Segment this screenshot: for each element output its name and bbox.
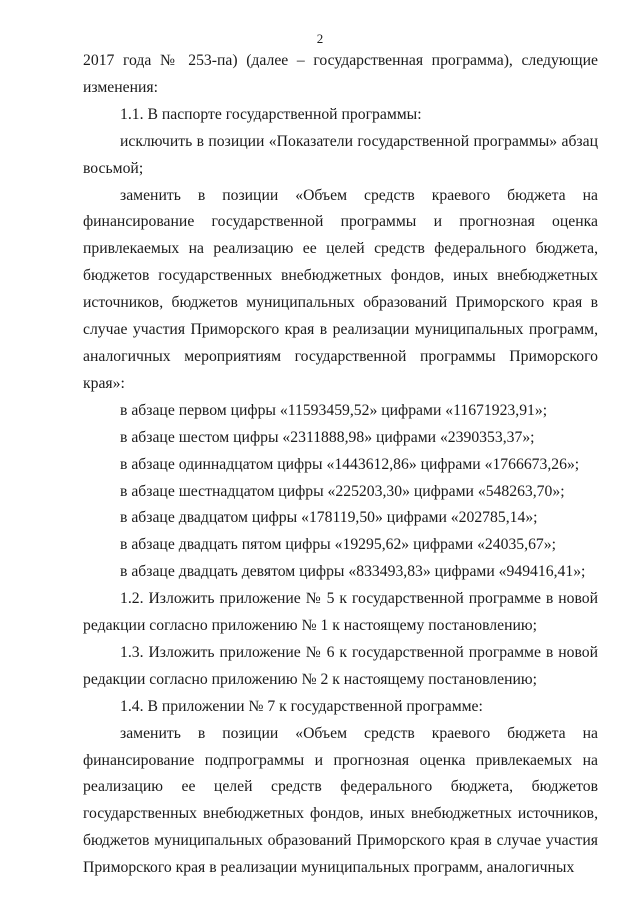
- paragraph-figure-change: в абзаце шестом цифры «2311888,98» цифрами «2390353,37»;: [120, 428, 535, 446]
- paragraph-replace-subprogram: заменить в позиции «Объем средств краевого бюджета на финансирование подпрограммы и прогнозная оценка привлекаемых на реализацию ее целей средств федерального бюджета, бюджетов государственных внебюджетных фондов, иных внебюджетных источников, бюджетов муниципальных образований Приморского края в случае участия Приморского края в реализации муниципальных программ, аналогичных: [83, 724, 598, 877]
- paragraph-figure-change: в абзаце первом цифры «11593459,52» цифрами «11671923,91»;: [120, 401, 548, 419]
- document-body: [83, 48, 598, 882]
- paragraph-item-1-1: 1.1. В паспорте государственной программы:: [120, 105, 422, 123]
- paragraph-continuation: 2017 года № 253-па) (далее – государственная программа), следующие изменения:: [83, 52, 598, 96]
- paragraph-exclude: исключить в позиции «Показатели государственной программы» абзац восьмой;: [83, 132, 598, 177]
- paragraph-figure-change: в абзаце двадцать пятом цифры «19295,62» цифрами «24035,67»;: [120, 536, 556, 554]
- page-number: 2: [316, 31, 324, 46]
- paragraph-item-1-3: 1.3. Изложить приложение № 6 к государственной программе в новой редакции согласно приложению № 2 к настоящему постановлению;: [83, 643, 598, 688]
- paragraph-figure-change: в абзаце шестнадцатом цифры «225203,30» цифрами «548263,70»;: [120, 482, 565, 500]
- paragraph-replace-position: заменить в позиции «Объем средств краевого бюджета на финансирование государственной программы и прогнозная оценка привлекаемых на реализацию ее целей средств федерального бюджета, бюджетов государственных внебюджетных фондов, иных внебюджетных источников, бюджетов муниципальных образований Приморского края в случае участия Приморского края в реализации муниципальных программ, аналогичных мероприятиям государственной программы Приморского края»:: [83, 186, 598, 392]
- paragraph-item-1-4: 1.4. В приложении № 7 к государственной программе:: [120, 697, 483, 715]
- paragraph-figure-change: в абзаце одиннадцатом цифры «1443612,86» цифрами «1766673,26»;: [120, 455, 580, 473]
- paragraph-item-1-2: 1.2. Изложить приложение № 5 к государственной программе в новой редакции согласно приложению № 1 к настоящему постановлению;: [83, 590, 598, 635]
- paragraph-figure-change: в абзаце двадцать девятом цифры «833493,83» цифрами «949416,41»;: [120, 563, 586, 581]
- paragraph-figure-change: в абзаце двадцатом цифры «178119,50» цифрами «202785,14»;: [120, 509, 538, 527]
